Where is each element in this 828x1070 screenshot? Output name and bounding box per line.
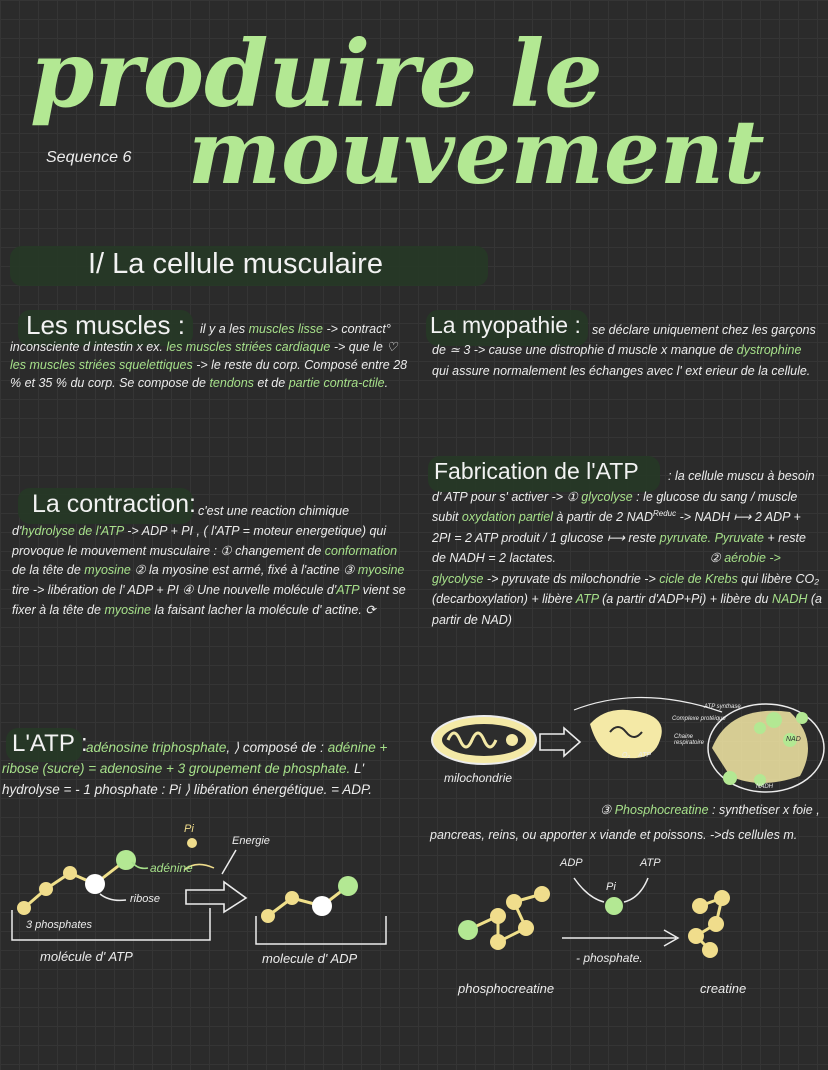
pc-creatine-label: creatine <box>700 981 747 996</box>
pc-pi <box>605 897 623 915</box>
adp-ribose <box>312 896 332 916</box>
mito-o2: O₂ <box>622 752 631 759</box>
pc-phosphocreatine-label: phosphocreatine <box>458 981 555 996</box>
adp-phosphate-2 <box>285 891 299 905</box>
muscles-heading: Les muscles : <box>26 310 185 340</box>
atp-phosphate-2 <box>39 882 53 896</box>
pc-pi-label: Pi <box>606 881 616 893</box>
adp-bracket <box>256 916 386 944</box>
reaction-arrow <box>186 882 246 912</box>
atp-phosphate-3 <box>63 866 77 880</box>
atp-diagram-adp-label: molecule d' ADP <box>262 951 358 966</box>
pc-phosphate <box>458 920 478 940</box>
adp-adenine <box>338 876 358 896</box>
mito-nadh: NADH <box>756 784 774 790</box>
mito-nad: NAD <box>786 736 801 743</box>
mito-complexe: Complexe protéique <box>672 716 726 722</box>
pc-arrow <box>562 930 678 946</box>
mito-atp: ATP <box>638 752 652 759</box>
atp-diagram-adenine: adénine <box>150 861 193 875</box>
pc-phosphate-label: - phosphate. <box>576 951 643 965</box>
atp-diagram-atp-label: molécule d' ATP <box>40 949 133 964</box>
muscles-text: il y a les muscles lisse -> contract° inconsciente d intestin x ex. les muscles striées cardiaque -> que le ♡ les muscles striées squelettiques -> le reste du corp. Composé entre 28 % et 35 % du corp. Se compose de tendons et de partie contra-ctile. <box>10 322 408 391</box>
atp-molecule <box>24 860 126 908</box>
fabrication-heading: Fabrication de l'ATP <box>434 458 639 484</box>
atp-diagram-phosphates: 3 phosphates <box>26 919 93 931</box>
atp-adenine <box>116 850 136 870</box>
sequence-label: Sequence 6 <box>46 149 132 166</box>
contraction-heading: La contraction: <box>32 490 196 518</box>
atp-diagram-energie: Energie <box>232 835 270 847</box>
atp-text: adénosine triphosphate, ⟩ composé de : adénine + ribose (sucre) = adenosine + 3 groupement de phosphate. L' hydrolyse = - 1 phosphate : Pi ⟩ libération énergétique. = ADP. <box>2 740 388 797</box>
section-heading: I/ La cellule musculaire <box>88 248 383 280</box>
mito-atp-synthase: ATP synthase <box>704 704 741 710</box>
pc-atp: ATP <box>640 857 661 869</box>
atp-diagram-ribose: ribose <box>130 893 160 905</box>
myopathie-text: se déclare uniquement chez les garçons de ≃ 3 -> cause une distrophie d muscle x manque de dystrophine qui assure normalement les échanges avec l' ext erieur de la cellule. <box>432 323 816 378</box>
mito-chaine: Chaine respiratoire <box>674 734 705 746</box>
pi-dot <box>187 838 197 848</box>
mito-zoom-1 <box>590 710 662 758</box>
fabrication-text: : la cellule muscu à besoin d' ATP pour s' activer -> ① glycolyse : le glucose du sang / muscle subit oxydation partiel à partir de 2 $NAD^{Reduc}$ -> NADH ⟼ 2 ADP + 2PI = 2 ATP produit / 1 glucose ⟼ reste pyruvate. Pyruvate + reste de NADH = 2 lactates. ② aérobie -> glycolyse -> pyruvate ds milochondrie -> cicle de Krebs qui libère CO₂ (decarboxylation) + libère ATP (a partir d'ADP+Pi) + libère du NADH (a partir de NAD) <box>432 469 822 627</box>
title-line-1: produire le <box>30 20 603 128</box>
atp-phosphate-1 <box>17 901 31 915</box>
atp-ribose <box>85 874 105 894</box>
pc-adp: ADP <box>560 857 583 869</box>
phosphocreatine-text: ③ Phosphocreatine : synthetiser x foie , pancreas, reins, ou apporter x viande et poissons. ->ds cellules m. <box>430 803 820 842</box>
atp-diagram-pi: Pi <box>184 823 194 835</box>
adp-phosphate-1 <box>261 909 275 923</box>
contraction-text: c'est une reaction chimique d'hydrolyse de l'ATP -> ADP + PI , ( l'ATP = moteur energetique) qui provoque le mouvement musculaire : ① changement de conformation de la tête de myosine ② la myosine est armé, fixé à l'actine ③ myosine tire -> libération de l' ADP + PI ④ Une nouvelle molécule d'ATP vient se fixer à la tête de myosine la faisant lacher la molécule d' actine. ⟳ <box>12 504 406 617</box>
mito-label: milochondrie <box>444 771 513 785</box>
myopathie-heading: La myopathie : <box>430 312 581 338</box>
atp-heading: L'ATP : <box>12 730 88 757</box>
title-line-2: mouvement <box>188 100 765 204</box>
mito-arrow <box>540 728 580 756</box>
energy-arrow <box>222 850 236 874</box>
